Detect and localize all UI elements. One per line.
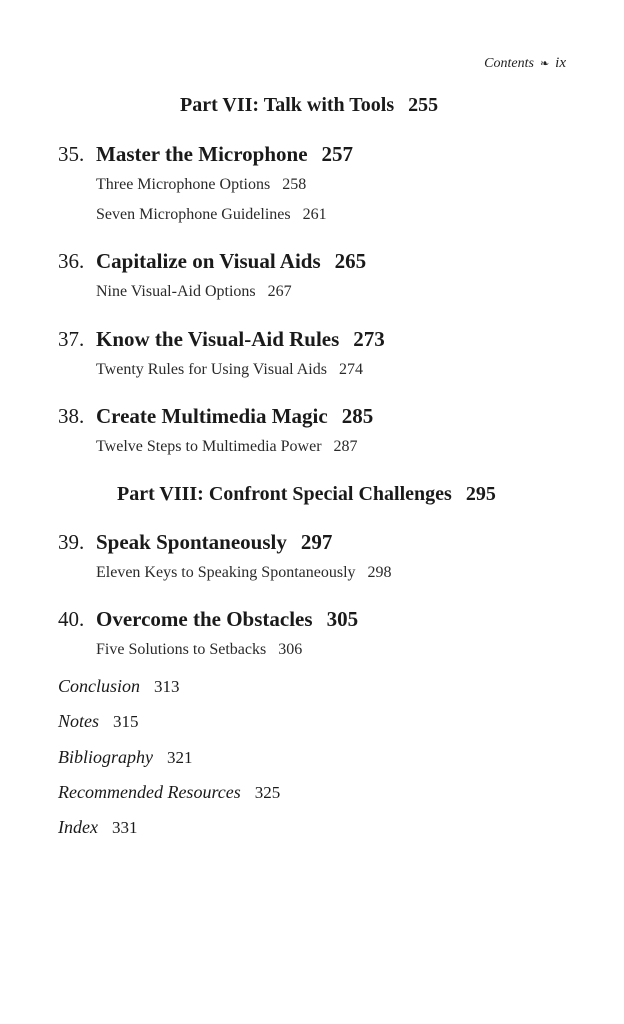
subsection-title: Seven Microphone Guidelines <box>96 206 291 223</box>
chapter-title: Create Multimedia Magic <box>96 404 328 428</box>
part-page: 255 <box>408 94 439 116</box>
chapter-entry[interactable] <box>58 327 385 352</box>
chapter-title: Capitalize on Visual Aids <box>96 249 321 273</box>
chapter-number: 35. <box>58 142 85 166</box>
back-matter-entry[interactable] <box>58 711 139 732</box>
subsection-page: 261 <box>302 206 327 223</box>
subsection-title: Three Microphone Options <box>96 176 271 193</box>
subsection-entry[interactable] <box>96 641 302 659</box>
part-title: Part VII: Talk with Tools <box>180 94 395 116</box>
subsection-title: Five Solutions to Setbacks <box>96 641 267 658</box>
subsection-entry[interactable] <box>96 438 358 456</box>
chapter-page: 297 <box>300 530 333 554</box>
subsection-entry[interactable] <box>96 283 292 301</box>
page-folio: ix <box>555 55 566 71</box>
part-heading[interactable] <box>117 483 496 506</box>
subsection-entry[interactable] <box>96 206 327 224</box>
back-matter-entry[interactable] <box>58 782 280 803</box>
chapter-title: Know the Visual-Aid Rules <box>96 327 340 351</box>
chapter-page: 273 <box>353 327 385 351</box>
subsection-page: 298 <box>367 564 392 581</box>
chapter-page: 285 <box>341 404 374 428</box>
chapter-entry[interactable] <box>58 249 366 274</box>
chapter-entry[interactable] <box>58 530 332 555</box>
fleuron-icon: ❧ <box>539 58 550 70</box>
chapter-number: 37. <box>58 327 85 351</box>
subsection-page: 267 <box>267 283 292 300</box>
subsection-title: Twelve Steps to Multimedia Power <box>96 438 322 455</box>
part-page: 295 <box>465 483 496 505</box>
chapter-page: 265 <box>334 249 367 273</box>
back-matter-title: Recommended Resources <box>58 782 241 802</box>
chapter-page: 257 <box>321 142 354 166</box>
subsection-title: Eleven Keys to Speaking Spontaneously <box>96 564 356 581</box>
chapter-entry[interactable] <box>58 607 358 632</box>
back-matter-entry[interactable] <box>58 817 137 838</box>
subsection-entry[interactable] <box>96 564 392 582</box>
part-heading[interactable] <box>180 94 438 117</box>
back-matter-title: Notes <box>58 711 100 731</box>
chapter-number: 38. <box>58 404 85 428</box>
back-matter-entry[interactable] <box>58 676 180 697</box>
chapter-number: 36. <box>58 249 85 273</box>
chapter-entry[interactable] <box>58 142 353 167</box>
subsection-page: 258 <box>282 176 307 193</box>
chapter-number: 40. <box>58 607 85 631</box>
subsection-title: Nine Visual-Aid Options <box>96 283 256 300</box>
subsection-page: 274 <box>338 361 363 378</box>
subsection-entry[interactable] <box>96 361 363 379</box>
chapter-title: Speak Spontaneously <box>96 530 287 554</box>
subsection-page: 306 <box>278 641 303 658</box>
back-matter-page: 321 <box>167 748 193 767</box>
back-matter-title: Bibliography <box>58 747 153 767</box>
subsection-entry[interactable] <box>96 176 306 194</box>
subsection-page: 287 <box>333 438 358 455</box>
back-matter-page: 331 <box>111 818 138 837</box>
back-matter-page: 315 <box>113 712 139 731</box>
back-matter-page: 313 <box>154 677 180 696</box>
chapter-title: Master the Microphone <box>96 142 308 166</box>
back-matter-entry[interactable] <box>58 747 193 768</box>
header-section-label: Contents <box>484 56 534 71</box>
back-matter-title: Conclusion <box>58 676 141 696</box>
running-header <box>484 55 566 72</box>
chapter-page: 305 <box>326 607 359 631</box>
chapter-entry[interactable] <box>58 404 373 429</box>
chapter-number: 39. <box>58 530 85 554</box>
chapter-title: Overcome the Obstacles <box>96 607 313 631</box>
back-matter-title: Index <box>58 817 98 837</box>
part-title: Part VIII: Confront Special Challenges <box>117 483 452 505</box>
subsection-title: Twenty Rules for Using Visual Aids <box>96 361 327 378</box>
back-matter-page: 325 <box>254 783 281 802</box>
